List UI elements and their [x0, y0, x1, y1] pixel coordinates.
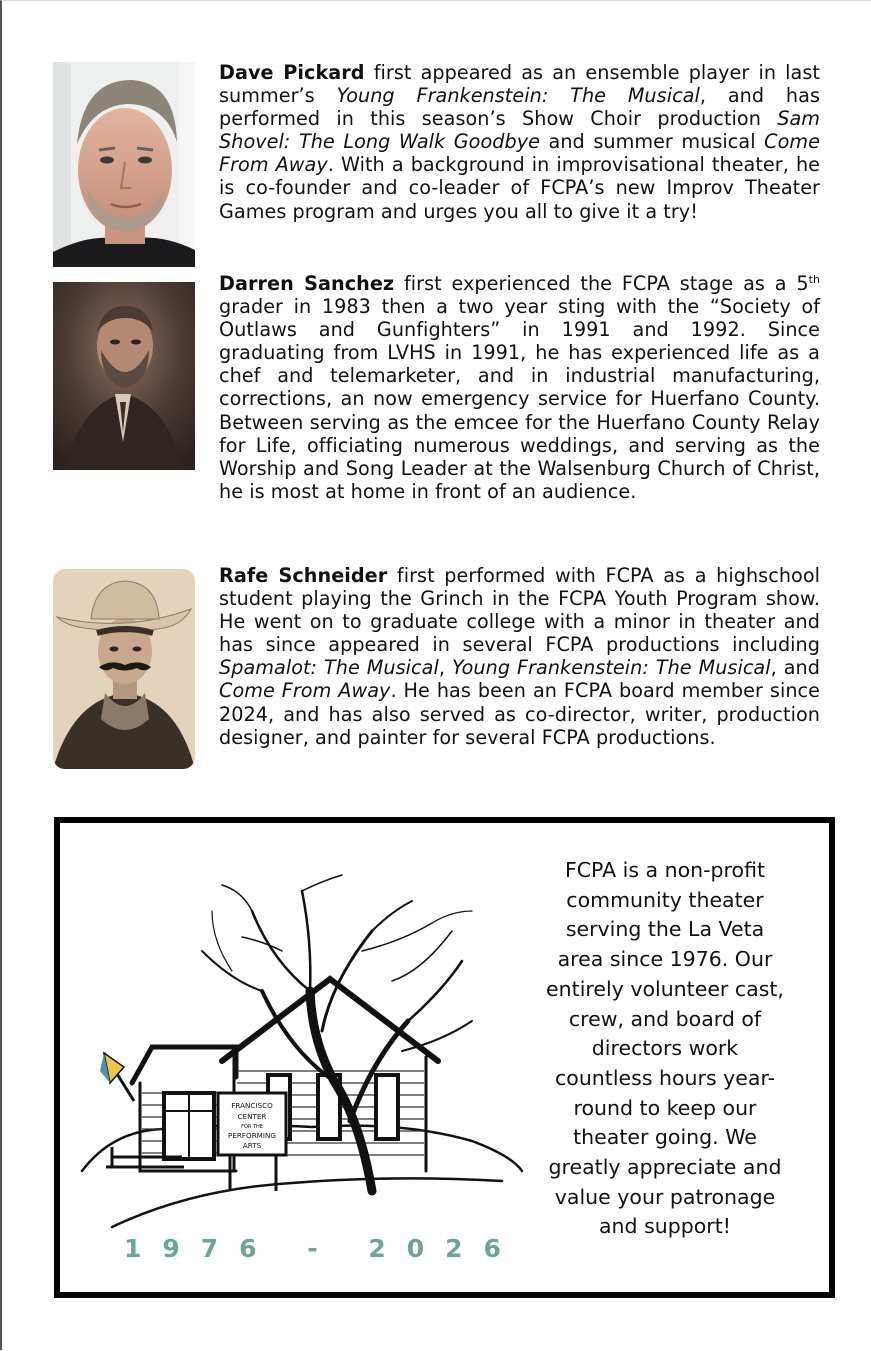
bio-text-segment: grader in 1983 then a two year sting with the “Society of Outlaws and Gunfighters” in 1991 and 1992. Since graduating from LVHS in 1991, he has experienced life as a chef and telemarketer, and in industrial manufacturing, corrections, an now emergency service for Huerfano County. Between serving as the emcee for the Huerfano County Relay for Life, officiating numerous weddings, and serving as the Worship and Song Leader at the Walsenburg Church of Christ, he is most at home in front of an audience.: [219, 295, 820, 503]
bio-text-segment: Spamalot: The Musical: [219, 656, 439, 680]
sign-line: FRANCISCO: [231, 1101, 273, 1110]
bio-text-segment: and summer musical: [539, 130, 765, 154]
bio-text-segment: first appeared as an ensemble player in last summer’s: [219, 61, 820, 108]
dave-pickard-photo: [53, 62, 195, 267]
bio-text-segment: Come From Away: [219, 130, 820, 177]
bio-text-segment: Young Frankenstein: The Musical: [336, 84, 700, 108]
bio-text-segment: ,: [438, 656, 452, 680]
bio-name: Rafe Schneider: [219, 564, 388, 587]
bio-dave-pickard: [219, 61, 820, 223]
bio-text-segment: , and: [770, 656, 820, 680]
bio-text-segment: . With a background in improvisational theater, he is co-founder and co-leader of FCPA’s new Improv Theater Games program and urges you all to give it a try!: [219, 153, 821, 223]
bio-text-segment: Sam Shovel: The Long Walk Goodbye: [219, 107, 820, 154]
bio-text-segment: . He has been an FCPA board member since 2024, and has also served as co-director, writer, production designer, and painter for several FCPA productions.: [219, 679, 820, 749]
year-range: 1976 - 2026: [124, 1234, 522, 1263]
sign-line: ARTS: [242, 1141, 262, 1150]
sign-line: CENTER: [237, 1112, 267, 1121]
theater-house-illustration: [72, 871, 532, 1241]
bio-text-segment: Young Frankenstein: The Musical: [451, 656, 771, 680]
fcpa-description: FCPA is a non-profit community theater serving the La Veta area since 1976. Our entirely volunteer cast, crew, and board of directors work countless hours year- round to keep our theater going. We greatly appreciate and value your patronage and support!: [546, 858, 784, 1239]
bio-text-segment: , and has performed in this season’s Show Choir production: [219, 84, 820, 131]
sign-line: FOR THE: [241, 1124, 263, 1130]
sign-line: PERFORMING: [228, 1131, 276, 1140]
rafe-schneider-photo: [53, 569, 195, 769]
bio-darren-sanchez: [219, 272, 820, 503]
bio-name: Darren Sanchez: [219, 272, 395, 295]
bio-text-segment: first experienced the FCPA stage as a 5: [394, 272, 809, 295]
bio-text-segment: first performed with FCPA as a highschool student playing the Grinch in the FCPA Youth Program show. He went on to graduate college with a minor in theater and has since appeared in several FCPA productions including: [219, 564, 820, 657]
bio-text-segment: Come From Away: [219, 679, 391, 703]
darren-sanchez-photo: [53, 282, 195, 470]
bio-text-segment: th: [808, 273, 820, 286]
bio-name: Dave Pickard: [219, 61, 365, 84]
fcpa-info-box: [54, 817, 835, 1298]
bio-rafe-schneider: [219, 564, 820, 749]
